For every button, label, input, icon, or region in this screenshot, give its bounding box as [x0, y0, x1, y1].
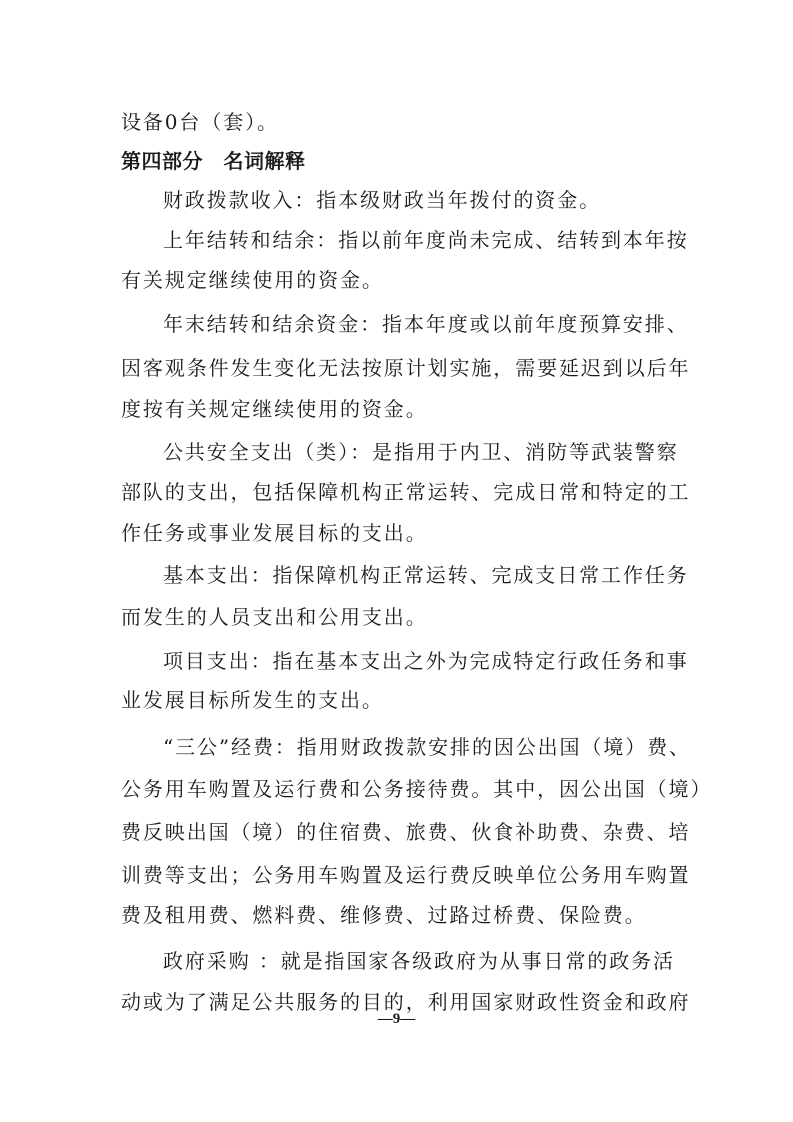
text-line: 设备0台（套）。 — [121, 110, 279, 134]
paragraph-line: 部队的支出，包括保障机构正常运转、完成日常和特定的工 — [121, 480, 691, 504]
paragraph-line: 公务用车购置及运行费和公务接待费。其中，因公出国（境） — [121, 777, 713, 801]
paragraph-line: 政府采购 ：就是指国家各级政府为从事日常的政务活 — [163, 949, 675, 973]
paragraph-line: 费及租用费、燃料费、维修费、过路过桥费、保险费。 — [121, 903, 647, 927]
paragraph-line: 基本支出：指保障机构正常运转、完成支日常工作任务 — [163, 563, 689, 587]
paragraph-line: 因客观条件发生变化无法按原计划实施，需要延迟到以后年 — [121, 356, 691, 380]
paragraph-line: 财政拨款收入：指本级财政当年拨付的资金。 — [163, 188, 601, 212]
paragraph-line: 有关规定继续使用的资金。 — [121, 268, 384, 292]
paragraph-line: 训费等支出；公务用车购置及运行费反映单位公务用车购置 — [121, 863, 691, 887]
paragraph-line: 业发展目标所发生的支出。 — [121, 688, 384, 712]
paragraph-line: “三公”经费：指用财政拨款安排的因公出国（境）费、 — [163, 735, 691, 759]
page-number: —9— — [377, 1011, 416, 1027]
paragraph-line: 年末结转和结余资金：指本年度或以前年度预算安排、 — [163, 312, 689, 336]
paragraph-line: 公共安全支出（类）：是指用于内卫、消防等武装警察 — [163, 440, 679, 464]
paragraph-line: 项目支出：指在基本支出之外为完成特定行政任务和事 — [163, 649, 689, 673]
paragraph-line: 费反映出国（境）的住宿费、旅费、伙食补助费、杂费、培 — [121, 820, 691, 844]
section-heading: 第四部分 名词解释 — [121, 149, 306, 173]
paragraph-line: 度按有关规定继续使用的资金。 — [121, 397, 428, 421]
paragraph-line: 动或为了满足公共服务的目的，利用国家财政性资金和政府 — [121, 990, 691, 1014]
paragraph-line: 作任务或事业发展目标的支出。 — [121, 521, 428, 545]
paragraph-line: 而发生的人员支出和公用支出。 — [121, 605, 428, 629]
paragraph-line: 上年结转和结余：指以前年度尚未完成、结转到本年按 — [163, 228, 689, 252]
